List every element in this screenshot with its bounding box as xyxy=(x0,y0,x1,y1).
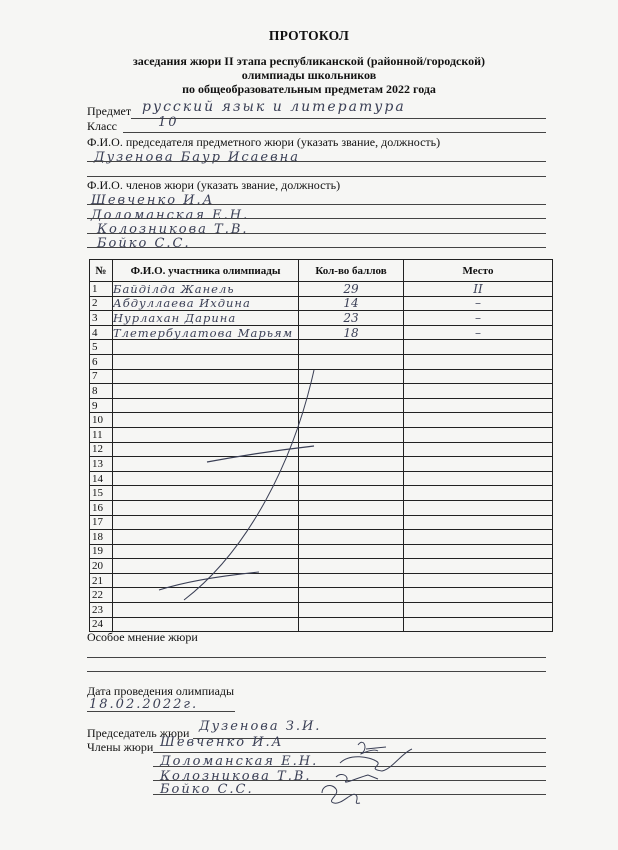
document-subtitle-1: заседания жюри II этапа республиканской (районной/городской) xyxy=(132,54,486,68)
participant-place xyxy=(404,588,553,603)
table-row xyxy=(90,369,553,384)
participant-name: Нурлахан Дарина xyxy=(113,311,299,326)
header-score: Кол-во баллов xyxy=(299,260,404,282)
row-number: 7 xyxy=(90,369,113,384)
table-row xyxy=(90,457,553,472)
sign-member-4: Бойко С.С. xyxy=(160,782,254,797)
participant-name: Абдуллаева Ихдина xyxy=(113,296,299,311)
row-number: 16 xyxy=(90,500,113,515)
participant-score xyxy=(299,544,404,559)
participant-name xyxy=(113,530,299,545)
table-row xyxy=(90,413,553,428)
participant-score: 23 xyxy=(299,311,404,326)
opinion-line-2 xyxy=(87,671,546,672)
signature-marks xyxy=(300,735,420,815)
table-row xyxy=(90,296,553,311)
participant-place xyxy=(404,354,553,369)
subject-value: русский язык и литература xyxy=(142,99,406,115)
participant-name xyxy=(113,369,299,384)
chair-label: Ф.И.О. председателя предметного жюри (указать звание, должность) xyxy=(87,135,441,149)
participant-name: Байділда Жанель xyxy=(113,282,299,297)
participant-score xyxy=(299,354,404,369)
participant-place xyxy=(404,515,553,530)
participant-name xyxy=(113,413,299,428)
participant-place: II xyxy=(404,282,553,297)
table-header-row xyxy=(90,260,553,282)
table-row xyxy=(90,427,553,442)
participant-place xyxy=(404,442,553,457)
table-row xyxy=(90,325,553,340)
row-number: 22 xyxy=(90,588,113,603)
table-row xyxy=(90,530,553,545)
row-number: 19 xyxy=(90,544,113,559)
member-4: Бойко С.С. xyxy=(97,236,191,251)
row-number: 24 xyxy=(90,617,113,632)
members-line-4 xyxy=(87,247,546,248)
chair-sign-label: Председатель жюри xyxy=(87,726,190,740)
participant-place: – xyxy=(404,296,553,311)
participant-score xyxy=(299,559,404,574)
member-2: Доломанская Е.Н. xyxy=(91,208,250,223)
row-number: 2 xyxy=(90,296,113,311)
row-number: 4 xyxy=(90,325,113,340)
opinion-line-1 xyxy=(87,657,546,658)
participant-place xyxy=(404,617,553,632)
subject-label: Предмет xyxy=(87,104,132,118)
date-value: 18.02.2022г. xyxy=(89,697,199,712)
participant-score xyxy=(299,427,404,442)
class-line xyxy=(123,132,546,133)
participant-score xyxy=(299,413,404,428)
header-name: Ф.И.О. участника олимпиады xyxy=(113,260,299,282)
table-row xyxy=(90,573,553,588)
participant-place xyxy=(404,471,553,486)
table-row xyxy=(90,398,553,413)
member-1: Шевченко И.А xyxy=(91,193,215,208)
row-number: 18 xyxy=(90,530,113,545)
header-number: № xyxy=(90,260,113,282)
table-row xyxy=(90,471,553,486)
participant-score xyxy=(299,617,404,632)
row-number: 11 xyxy=(90,427,113,442)
row-number: 8 xyxy=(90,384,113,399)
sign-member-3: Колозникова Т.В. xyxy=(160,769,312,784)
row-number: 17 xyxy=(90,515,113,530)
date-label: Дата проведения олимпиады xyxy=(87,684,235,698)
row-number: 21 xyxy=(90,573,113,588)
participant-place xyxy=(404,559,553,574)
members-sign-label: Члены жюри xyxy=(87,740,154,754)
table-row xyxy=(90,384,553,399)
row-number: 12 xyxy=(90,442,113,457)
participant-score xyxy=(299,442,404,457)
class-value: 10 xyxy=(158,115,179,130)
participant-name xyxy=(113,573,299,588)
table-row xyxy=(90,282,553,297)
participant-score xyxy=(299,471,404,486)
row-number: 10 xyxy=(90,413,113,428)
row-number: 9 xyxy=(90,398,113,413)
table-row xyxy=(90,515,553,530)
results-table xyxy=(89,259,553,632)
participant-place xyxy=(404,573,553,588)
participant-name xyxy=(113,427,299,442)
row-number: 5 xyxy=(90,340,113,355)
table-row xyxy=(90,500,553,515)
participant-place xyxy=(404,384,553,399)
participant-place xyxy=(404,544,553,559)
participant-place: – xyxy=(404,325,553,340)
members-line-2 xyxy=(87,218,546,219)
members-line-1 xyxy=(87,204,546,205)
document-title: ПРОТОКОЛ xyxy=(268,28,350,43)
participant-name xyxy=(113,457,299,472)
participant-score xyxy=(299,588,404,603)
row-number: 6 xyxy=(90,354,113,369)
participant-score xyxy=(299,515,404,530)
participant-name xyxy=(113,486,299,501)
participant-place: – xyxy=(404,311,553,326)
participant-score xyxy=(299,500,404,515)
participant-score: 29 xyxy=(299,282,404,297)
opinion-label: Особое мнение жюри xyxy=(87,630,198,644)
participant-place xyxy=(404,603,553,618)
participant-score xyxy=(299,573,404,588)
participant-name xyxy=(113,471,299,486)
participant-name xyxy=(113,500,299,515)
members-sign-line-1 xyxy=(153,752,546,753)
participant-score xyxy=(299,369,404,384)
subject-line xyxy=(131,118,546,119)
members-sign-line-3 xyxy=(153,780,546,781)
row-number: 14 xyxy=(90,471,113,486)
participant-place xyxy=(404,340,553,355)
chair-sign-value: Дузенова З.И. xyxy=(199,719,322,734)
document-subtitle-3: по общеобразовательным предметам 2022 года xyxy=(182,82,436,96)
members-sign-line-4 xyxy=(153,794,546,795)
participant-score xyxy=(299,340,404,355)
participant-score xyxy=(299,486,404,501)
row-number: 1 xyxy=(90,282,113,297)
date-line xyxy=(87,711,235,712)
row-number: 23 xyxy=(90,603,113,618)
table-row xyxy=(90,544,553,559)
table-row xyxy=(90,311,553,326)
members-label: Ф.И.О. членов жюри (указать звание, должность) xyxy=(87,178,341,192)
participant-place xyxy=(404,457,553,472)
table-row xyxy=(90,354,553,369)
sign-member-2: Доломанская Е.Н. xyxy=(160,754,319,769)
participant-name: Тлетербулатова Марьям xyxy=(113,325,299,340)
table-row xyxy=(90,486,553,501)
participant-place xyxy=(404,530,553,545)
participant-name xyxy=(113,559,299,574)
row-number: 13 xyxy=(90,457,113,472)
participant-score xyxy=(299,457,404,472)
class-label: Класс xyxy=(87,119,117,133)
table-row xyxy=(90,603,553,618)
participant-score xyxy=(299,603,404,618)
participant-place xyxy=(404,500,553,515)
header-place: Место xyxy=(404,260,553,282)
table-row xyxy=(90,559,553,574)
participant-name xyxy=(113,588,299,603)
participant-name xyxy=(113,384,299,399)
row-number: 20 xyxy=(90,559,113,574)
participant-name xyxy=(113,603,299,618)
participant-score xyxy=(299,398,404,413)
chair-line-1 xyxy=(87,161,546,162)
participant-score xyxy=(299,530,404,545)
table-row xyxy=(90,588,553,603)
document-subtitle-2: олимпиады школьников xyxy=(241,68,377,82)
chair-value: Дузенова Баур Исаевна xyxy=(94,150,300,165)
participant-name xyxy=(113,515,299,530)
chair-line-2 xyxy=(87,176,546,177)
sign-member-1: Шевченко И.А xyxy=(160,735,284,750)
participant-place xyxy=(404,369,553,384)
participant-name xyxy=(113,340,299,355)
participant-name xyxy=(113,354,299,369)
members-sign-line-2 xyxy=(153,766,546,767)
participant-place xyxy=(404,486,553,501)
participant-score: 18 xyxy=(299,325,404,340)
row-number: 15 xyxy=(90,486,113,501)
participant-score: 14 xyxy=(299,296,404,311)
member-3: Колозникова Т.В. xyxy=(97,222,249,237)
members-line-3 xyxy=(87,233,546,234)
participant-place xyxy=(404,413,553,428)
participant-place xyxy=(404,398,553,413)
row-number: 3 xyxy=(90,311,113,326)
participant-name xyxy=(113,442,299,457)
table-row xyxy=(90,340,553,355)
participant-name xyxy=(113,544,299,559)
participant-score xyxy=(299,384,404,399)
participant-place xyxy=(404,427,553,442)
participant-name xyxy=(113,398,299,413)
table-row xyxy=(90,442,553,457)
